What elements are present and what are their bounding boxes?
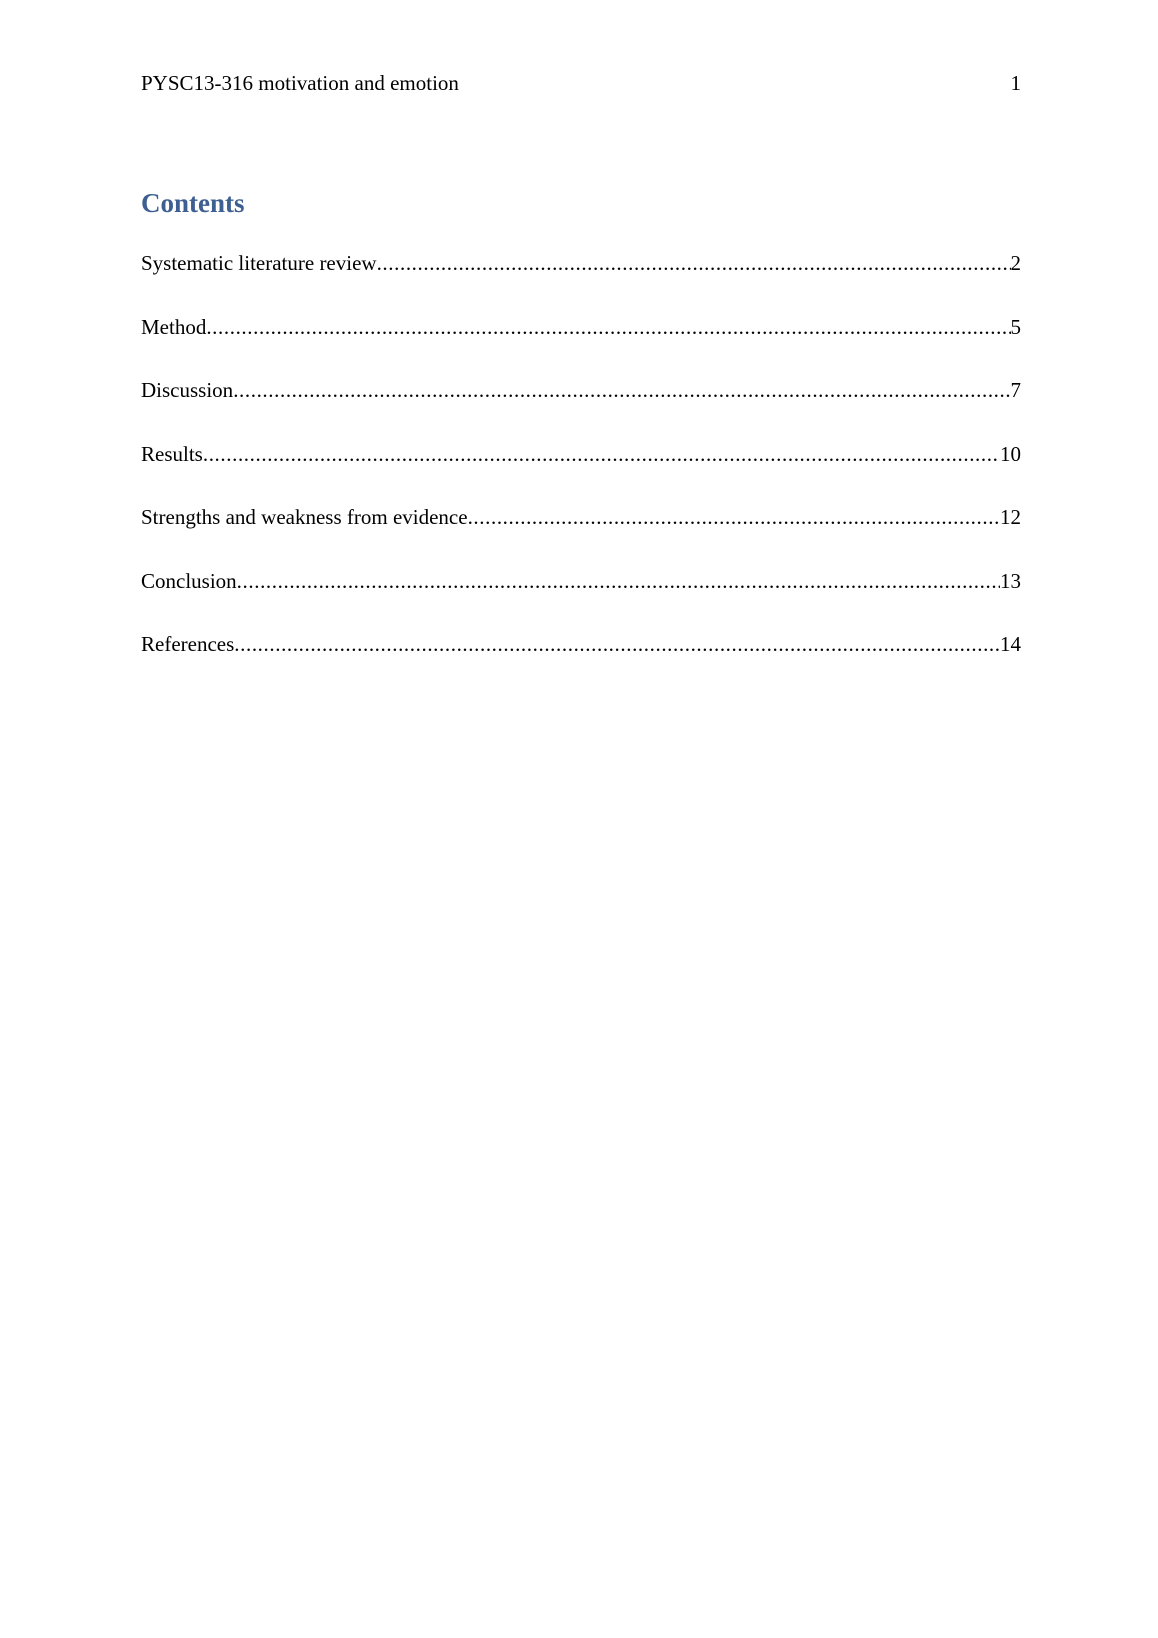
- toc-dot-leader: [203, 438, 1000, 470]
- running-header-title: PYSC13-316 motivation and emotion: [141, 71, 459, 95]
- table-of-contents: [141, 247, 1021, 692]
- toc-entry-discussion[interactable]: [141, 374, 1021, 406]
- toc-entry-page: 13: [1000, 568, 1021, 593]
- toc-entry-label: Strengths and weakness from evidence: [141, 505, 468, 529]
- page-number: 1: [1010, 71, 1021, 95]
- toc-entry-page: 12: [1000, 505, 1021, 529]
- toc-entry-label: Conclusion: [141, 568, 237, 593]
- toc-entry-label: Discussion: [141, 378, 234, 402]
- toc-entry-page: 7: [1010, 378, 1021, 402]
- toc-entry-method[interactable]: [141, 311, 1021, 343]
- toc-dot-leader: [233, 374, 1010, 406]
- running-header: [141, 68, 1021, 98]
- toc-entry-page: 2: [1010, 251, 1021, 275]
- toc-entry-conclusion[interactable]: [141, 565, 1021, 597]
- toc-dot-leader: [206, 311, 1010, 343]
- toc-entry-label: Systematic literature review: [141, 251, 377, 275]
- toc-entry-strengths-and-weakness[interactable]: [141, 501, 1021, 533]
- toc-dot-leader: [234, 628, 1000, 660]
- toc-dot-leader: [237, 565, 1000, 597]
- toc-heading: Contents: [141, 188, 245, 218]
- toc-dot-leader: [468, 501, 1000, 533]
- toc-entry-page: 14: [1000, 632, 1021, 656]
- toc-entry-page: 10: [1000, 441, 1021, 466]
- toc-dot-leader: [377, 247, 1011, 279]
- toc-entry-label: Results: [141, 441, 203, 466]
- toc-entry-systematic-literature-review[interactable]: [141, 247, 1021, 279]
- toc-entry-label: Method: [141, 314, 207, 339]
- toc-entry-page: 5: [1010, 314, 1021, 339]
- toc-entry-references[interactable]: [141, 628, 1021, 660]
- toc-entry-results[interactable]: [141, 438, 1021, 470]
- toc-entry-label: References: [141, 632, 235, 656]
